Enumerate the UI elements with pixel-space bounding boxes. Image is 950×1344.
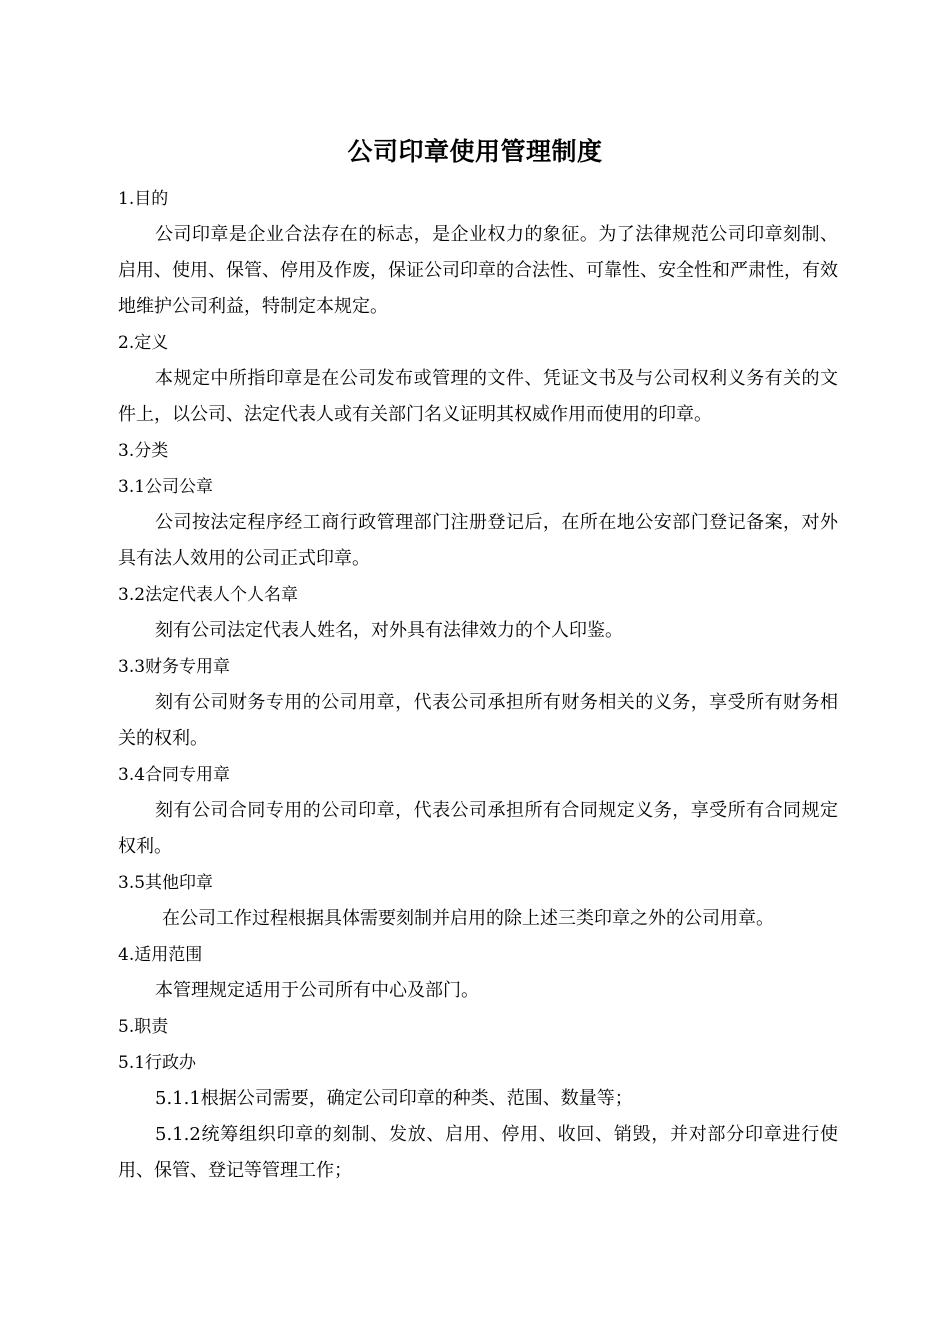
document-title: 公司印章使用管理制度 (347, 137, 603, 166)
section-3-4-heading: 3.4合同专用章 (118, 765, 231, 785)
document-body (118, 181, 838, 1189)
section-1-heading: 1.目的 (118, 189, 169, 209)
section-5-1-1-paragraph: 5.1.1根据公司需要，确定公司印章的种类、范围、数量等； (155, 1088, 633, 1109)
section-1-paragraph: 公司印章是企业合法存在的标志，是企业权力的象征。为了法律规范公司印章刻制、启用、使用、保管、停用及作废，保证公司印章的合法性、可靠性、安全性和严肃性，有效地维护公司利益，特制定本规定。 (118, 224, 838, 317)
section-2-heading: 2.定义 (118, 333, 169, 353)
section-5-1-2-paragraph: 5.1.2统筹组织印章的刻制、发放、启用、停用、收回、销毁，并对部分印章进行使用、保管、登记等管理工作； (118, 1124, 838, 1181)
section-3-5-heading: 3.5其他印章 (118, 873, 214, 893)
section-3-4-paragraph: 刻有公司合同专用的公司印章，代表公司承担所有合同规定义务，享受所有合同规定权利。 (118, 800, 838, 857)
section-5-1-heading: 5.1行政办 (118, 1053, 197, 1073)
section-4-heading: 4.适用范围 (118, 945, 203, 965)
section-2-paragraph: 本规定中所指印章是在公司发布或管理的文件、凭证文书及与公司权利义务有关的文件上，以公司、法定代表人或有关部门名义证明其权威作用而使用的印章。 (118, 368, 838, 425)
section-3-2-heading: 3.2法定代表人个人名章 (118, 585, 299, 605)
section-3-1-heading: 3.1公司公章 (118, 477, 214, 497)
section-3-3-paragraph: 刻有公司财务专用的公司用章，代表公司承担所有财务相关的义务，享受所有财务相关的权利。 (118, 692, 838, 749)
section-3-1-paragraph: 公司按法定程序经工商行政管理部门注册登记后，在所在地公安部门登记备案，对外具有法人效用的公司正式印章。 (118, 512, 838, 569)
section-3-2-paragraph: 刻有公司法定代表人姓名，对外具有法律效力的个人印鉴。 (155, 620, 623, 641)
section-5-heading: 5.职责 (118, 1017, 169, 1037)
section-3-heading: 3.分类 (118, 441, 169, 461)
section-3-5-paragraph: 在公司工作过程根据具体需要刻制并启用的除上述三类印章之外的公司用章。 (162, 908, 774, 929)
section-4-paragraph: 本管理规定适用于公司所有中心及部门。 (155, 980, 479, 1001)
section-3-3-heading: 3.3财务专用章 (118, 657, 231, 677)
